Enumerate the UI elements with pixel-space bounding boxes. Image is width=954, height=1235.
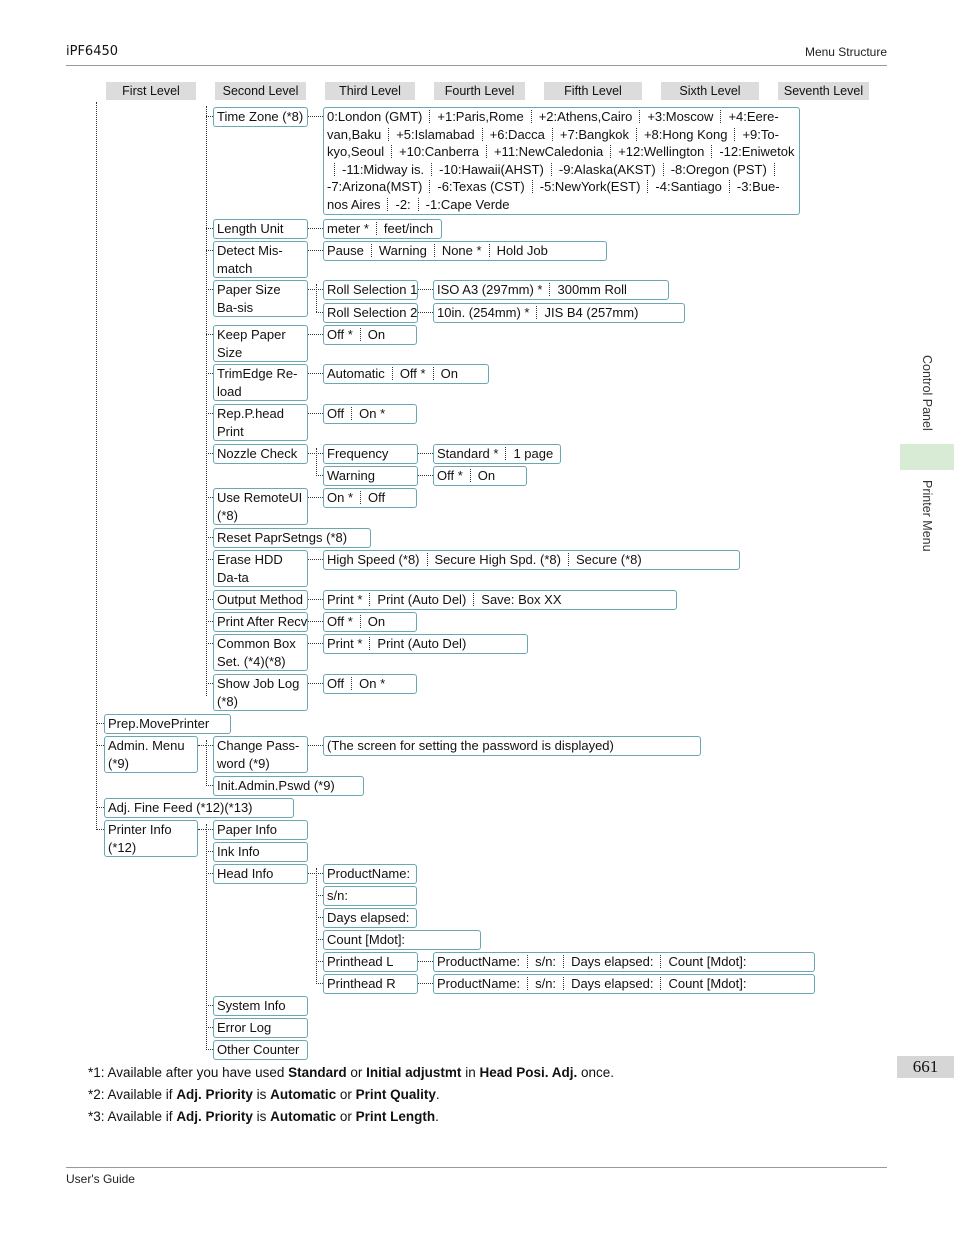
footnote-part: is [252,1109,271,1124]
footnote-part: *3: Available if [88,1109,177,1124]
option-value: +5:Islamabad [396,126,475,142]
footnote-part: . [435,1109,439,1124]
menu-paper-info: Paper Info [213,820,308,840]
option-separator [527,977,528,990]
footnote-part: Standard [288,1065,347,1080]
option-value: Hold Job [496,243,548,258]
option-value: +7:Bangkok [559,126,629,142]
option-separator [351,407,352,420]
use-remoteui-options [323,488,417,508]
option-separator [489,244,490,257]
option-value: Off [327,676,345,691]
tree-line-printer-info [206,824,207,1050]
option-separator [427,553,428,566]
menu-warning: Warning [323,466,418,486]
option-value: s/n: [535,976,557,991]
option-value: -4:Santiago [655,179,722,195]
option-value: +3:Moscow [647,109,714,124]
option-value: Off [327,406,345,421]
time-zone-line [327,108,797,126]
option-value: +1:Paris,Rome [437,109,524,124]
footnote-part: . [435,1087,440,1102]
option-value: Days elapsed: [571,976,654,991]
option-value: Save: Box XX [481,592,562,607]
menu-use-remoteui: Use RemoteUI (*8) [213,488,308,525]
option-value: On [367,327,386,342]
option-separator [660,977,661,990]
option-separator [376,222,377,235]
option-value: ProductName: [437,954,521,969]
time-zone-line [327,196,797,214]
option-separator [711,145,712,158]
menu-other-counter: Other Counter [213,1040,308,1060]
option-value: Off * [327,327,353,342]
menu-printer-info: Printer Info (*12) [104,820,198,857]
option-separator [639,110,640,123]
option-value: -11:Midway is. [342,161,425,177]
option-separator [527,955,528,968]
menu-init-admin-pswd: Init.Admin.Pswd (*9) [213,776,364,796]
option-separator [660,955,661,968]
level-header-7: Seventh Level [778,82,869,100]
footnote-part: or [336,1087,356,1102]
option-value: -6:Texas (CST) [437,179,525,195]
option-value: Off * [437,468,463,483]
section-title: Menu Structure [804,45,887,59]
footnote-part: Print Quality [355,1087,436,1102]
side-label-printer-menu: Printer Menu [920,480,934,552]
password-screen-note: (The screen for setting the password is displayed) [323,736,701,756]
option-value: Secure (*8) [575,552,642,567]
detect-mismatch-options [323,241,607,261]
erase-hdd-options [323,550,740,570]
option-separator [391,145,392,158]
menu-keep-paper-size: Keep Paper Size [213,325,308,362]
option-separator [360,491,361,504]
option-separator [568,553,569,566]
menu-roll-selection-2: Roll Selection 2 [323,303,418,323]
option-separator [551,163,552,176]
menu-output-method: Output Method [213,590,308,610]
option-value: van,Baku [327,126,382,142]
level-header-1: First Level [106,82,196,100]
option-separator [563,977,564,990]
time-zone-line [327,161,797,179]
option-separator [729,180,730,193]
option-value: On * [327,490,354,505]
menu-time-zone: Time Zone (*8) [213,107,308,127]
option-separator [369,637,370,650]
option-separator [360,615,361,628]
printhead-r-options [433,974,815,994]
option-separator [720,110,721,123]
time-zone-options [323,107,800,215]
menu-error-log: Error Log [213,1018,308,1038]
option-value: +2:Athens,Cairo [538,109,633,124]
head-serial-number: s/n: [323,886,417,906]
option-value: s/n: [535,954,557,969]
option-value: ISO A3 (297mm) * [437,282,543,297]
footnote-part: Automatic [270,1087,337,1102]
length-unit-options [323,219,442,239]
option-value: -7:Arizona(MST) [327,179,423,195]
option-separator [636,128,637,141]
option-value: kyo,Seoul [327,144,385,160]
option-value: -2: [395,196,411,212]
option-value: On [367,614,386,629]
frequency-options [433,444,561,464]
option-separator [431,163,432,176]
header-rule [66,65,887,66]
footnote-part: in [461,1065,480,1080]
option-value: -5:NewYork(EST) [539,179,641,195]
option-separator [532,180,533,193]
option-value: -12:Eniwetok [719,144,795,160]
option-value: 0:London (GMT) [327,109,423,124]
option-value: Days elapsed: [571,954,654,969]
menu-ink-info: Ink Info [213,842,308,862]
option-value: +11:NewCaledonia [493,144,604,160]
roll-selection-1-options [433,280,669,300]
warning-options [433,466,527,486]
tree-line-level1 [96,102,97,828]
menu-change-password: Change Pass-word (*9) [213,736,308,773]
option-value: On [440,366,458,381]
option-separator [774,163,775,176]
menu-printhead-r: Printhead R [323,974,418,994]
option-separator [387,198,388,211]
option-value: -9:Alaska(AKST) [558,161,656,177]
option-value: Print (Auto Del) [377,592,467,607]
option-value: -3:Bue- [736,179,780,195]
option-separator [388,128,389,141]
roll-selection-2-options [433,303,685,323]
option-value: -1:Cape Verde [425,196,510,212]
menu-head-info: Head Info [213,864,308,884]
footnote-part: Print Length [355,1109,436,1124]
footer-rule [66,1167,887,1168]
footnote-part: Automatic [270,1109,337,1124]
option-value: +6:Dacca [489,126,545,142]
trimedge-options [323,364,489,384]
option-separator [549,283,550,296]
menu-length-unit: Length Unit [213,219,308,239]
option-separator [369,593,370,606]
option-value: Print (Auto Del) [377,636,467,651]
menu-roll-selection-1: Roll Selection 1 [323,280,418,300]
time-zone-line [327,178,797,196]
menu-reset-paprsetngs: Reset PaprSetngs (*8) [213,528,371,548]
option-value: On [477,468,496,483]
head-count-mdot: Count [Mdot]: [323,930,481,950]
option-value: +9:To- [742,126,779,142]
footnote-part: once. [577,1065,615,1080]
option-value: Count [Mdot]: [668,954,747,969]
show-job-log-options [323,674,417,694]
option-value: High Speed (*8) [327,552,420,567]
head-product-name: ProductName: [323,864,417,884]
menu-erase-hdd: Erase HDD Da-ta [213,550,308,587]
rep-phead-options [323,404,417,424]
option-value: Standard * [437,446,499,461]
common-box-options [323,634,528,654]
option-value: +10:Canberra [399,144,479,160]
footer-text: User's Guide [66,1172,135,1186]
footnote-2 [88,1087,440,1102]
option-value: Off * [399,366,426,381]
footnote-part: Adj. Priority [176,1109,253,1124]
menu-rep-phead-print: Rep.P.head Print [213,404,308,441]
level-header-3: Third Level [325,82,415,100]
option-separator [434,244,435,257]
option-value: -10:Hawaii(AHST) [439,161,544,177]
menu-show-job-log: Show Job Log (*8) [213,674,308,711]
menu-print-after-recv: Print After Recv [213,612,308,632]
option-value: Pause [327,243,364,258]
option-value: meter * [327,221,369,236]
option-value: Warning [378,243,427,258]
option-value: nos Aires [327,196,381,212]
option-value: +8:Hong Kong [643,126,728,142]
side-label-control-panel: Control Panel [920,355,934,431]
side-tab-marker [900,444,954,470]
option-value: Off [368,490,386,505]
output-method-options [323,590,677,610]
tree-line-level2 [206,106,207,696]
menu-frequency: Frequency [323,444,418,464]
menu-detect-mismatch: Detect Mis-match [213,241,308,278]
keep-paper-size-options [323,325,417,345]
option-separator [429,180,430,193]
option-separator [486,145,487,158]
option-value: -8:Oregon (PST) [670,161,767,177]
print-after-recv-options [323,612,417,632]
option-separator [536,306,537,319]
menu-nozzle-check: Nozzle Check [213,444,308,464]
option-value: Off * [327,614,353,629]
option-value: On * [359,406,386,421]
option-value: feet/inch [383,221,434,236]
option-separator [610,145,611,158]
option-separator [734,128,735,141]
option-separator [360,328,361,341]
footnote-3 [88,1109,439,1124]
option-value: ProductName: [437,976,521,991]
option-value: +12:Wellington [618,144,705,160]
footnote-part: Head Posi. Adj. [479,1065,578,1080]
option-separator [552,128,553,141]
option-separator [418,198,419,211]
option-separator [473,593,474,606]
option-separator [505,447,506,460]
option-separator [647,180,648,193]
option-value: Secure High Spd. (*8) [434,552,561,567]
footnote-part: *1: Available after you have used [88,1065,289,1080]
option-value: Automatic [327,366,385,381]
option-separator [470,469,471,482]
head-days-elapsed: Days elapsed: [323,908,417,928]
footnote-part: Adj. Priority [176,1087,253,1102]
option-separator [371,244,372,257]
menu-trimedge-reload: TrimEdge Re-load [213,364,308,401]
option-value: 300mm Roll [557,282,627,297]
menu-paper-size-basis: Paper Size Ba-sis [213,280,308,317]
option-value: 10in. (254mm) * [437,305,530,320]
option-separator [563,955,564,968]
model-name: iPF6450 [66,44,119,59]
footnote-part: or [346,1065,367,1080]
tree-line-head-info [316,868,317,984]
level-header-4: Fourth Level [434,82,525,100]
footnote-part: *2: Available if [88,1087,177,1102]
option-separator [482,128,483,141]
option-separator [334,163,335,176]
menu-admin-menu: Admin. Menu (*9) [104,736,198,773]
menu-adj-fine-feed: Adj. Fine Feed (*12)(*13) [104,798,294,818]
level-header-6: Sixth Level [661,82,759,100]
option-value: Print * [327,592,363,607]
footnote-part: Initial adjustmt [366,1065,462,1080]
option-separator [429,110,430,123]
time-zone-line [327,143,797,161]
option-separator [531,110,532,123]
menu-common-box: Common Box Set. (*4)(*8) [213,634,308,671]
footnote-part: or [336,1109,356,1124]
option-value: Count [Mdot]: [668,976,747,991]
option-separator [351,677,352,690]
option-value: JIS B4 (257mm) [544,305,639,320]
option-separator [392,367,393,380]
menu-prep-moveprinter: Prep.MovePrinter [104,714,231,734]
menu-system-info: System Info [213,996,308,1016]
menu-printhead-l: Printhead L [323,952,418,972]
option-value: +4:Eere- [728,109,779,124]
tree-line-admin [206,740,207,786]
option-separator [663,163,664,176]
time-zone-line [327,126,797,144]
option-value: None * [441,243,482,258]
level-header-2: Second Level [215,82,306,100]
footnote-part: is [252,1087,271,1102]
level-header-5: Fifth Level [544,82,642,100]
page-number: 661 [897,1056,954,1078]
option-value: Print * [327,636,363,651]
footnote-1 [88,1065,614,1080]
printhead-l-options [433,952,815,972]
option-value: On * [359,676,386,691]
option-separator [433,367,434,380]
option-value: 1 page [513,446,554,461]
